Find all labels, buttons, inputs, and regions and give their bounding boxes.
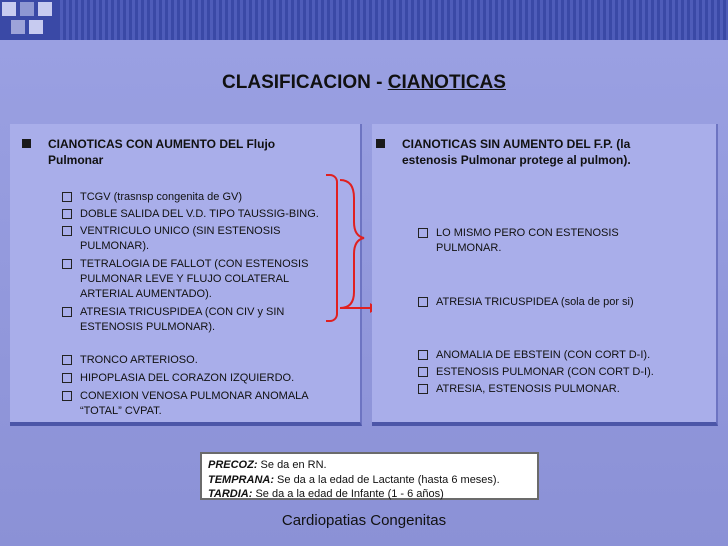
list-item: [80, 371, 294, 386]
box-bullet-icon: [62, 307, 72, 317]
slide-footer: Cardiopatias Congenitas: [281, 512, 447, 529]
left-header-line: Pulmonar: [48, 153, 104, 167]
onset-info-box: [200, 452, 539, 500]
tardia-label: TARDIA:: [208, 488, 253, 500]
left-header-line: CIANOTICAS CON AUMENTO DEL Flujo: [48, 137, 276, 151]
list-item: [80, 305, 284, 335]
list-item: [80, 353, 198, 368]
temprana-label: TEMPRANA:: [208, 473, 274, 486]
right-header: [402, 136, 631, 168]
box-bullet-icon: [418, 350, 428, 360]
list-item: [436, 348, 650, 363]
list-item-text: TRONCO ARTERIOSO.: [80, 354, 198, 366]
top-band: [0, 0, 728, 40]
box-bullet-icon: [418, 228, 428, 238]
right-panel: [372, 124, 718, 426]
box-bullet-icon: [418, 367, 428, 377]
precoz-line: [208, 458, 531, 473]
tardia-text: Se da a la edad de Infante (1 - 6 años): [252, 488, 444, 500]
list-item-text: TCGV (trasnsp congenita de GV): [80, 191, 243, 203]
temprana-text: Se da a la edad de Lactante (hasta 6 meses).: [274, 473, 500, 486]
box-bullet-icon: [418, 297, 428, 307]
list-item-text: ATRESIA TRICUSPIDEA (CON CIV y SIN: [80, 306, 285, 318]
list-item-text: ESTENOSIS PULMONAR).: [80, 321, 216, 333]
precoz-text: Se da en RN.: [257, 459, 327, 471]
curly-brace-shape: [340, 180, 364, 308]
title-highlight: CIANOTICAS: [387, 72, 506, 93]
mosaic-decoration: [0, 0, 60, 40]
list-item-text: DOBLE SALIDA DEL V.D. TIPO TAUSSIG-BING.: [80, 208, 319, 220]
tardia-line: [208, 487, 531, 502]
right-header-line: estenosis Pulmonar protege al pulmon).: [402, 153, 631, 167]
list-item-text: ANOMALIA DE EBSTEIN (CON CORT D-I).: [436, 349, 651, 361]
box-bullet-icon: [62, 355, 72, 365]
list-item: [436, 365, 654, 380]
stripe-decoration: [60, 0, 728, 40]
box-bullet-icon: [62, 226, 72, 236]
list-item: [80, 257, 308, 302]
list-item: [80, 207, 319, 222]
box-bullet-icon: [62, 259, 72, 269]
box-bullet-icon: [62, 373, 72, 383]
temprana-line: [208, 473, 531, 488]
list-item: [80, 389, 309, 419]
list-item-text: “TOTAL” CVPAT.: [80, 405, 162, 417]
list-item: [436, 382, 620, 397]
list-item: [80, 224, 280, 254]
list-item-text: LO MISMO PERO CON ESTENOSIS: [436, 227, 619, 239]
list-item-text: TETRALOGIA DE FALLOT (CON ESTENOSIS: [80, 258, 309, 270]
list-item-text: ESTENOSIS PULMONAR (CON CORT D-I).: [436, 366, 654, 378]
list-item-text: PULMONAR).: [80, 240, 150, 252]
precoz-label: PRECOZ:: [208, 459, 258, 471]
list-item: [80, 190, 242, 205]
list-item-text: HIPOPLASIA DEL CORAZON IZQUIERDO.: [80, 372, 295, 384]
list-item-text: PULMONAR LEVE Y FLUJO COLATERAL: [80, 273, 290, 285]
box-bullet-icon: [62, 192, 72, 202]
square-bullet-icon: [22, 139, 31, 148]
list-item-text: ATRESIA, ESTENOSIS PULMONAR.: [436, 383, 620, 395]
list-item-text: CONEXION VENOSA PULMONAR ANOMALA: [80, 390, 309, 402]
slide-title: [0, 72, 728, 94]
list-item: [436, 226, 619, 256]
title-prefix: CLASIFICACION -: [222, 72, 388, 93]
box-bullet-icon: [62, 209, 72, 219]
box-bullet-icon: [418, 384, 428, 394]
list-item-text: ATRESIA TRICUSPIDEA (sola de por si): [436, 296, 634, 308]
list-item: [436, 295, 634, 310]
box-bullet-icon: [62, 391, 72, 401]
list-item-text: ARTERIAL AUMENTADO).: [80, 288, 212, 300]
list-item-text: PULMONAR.: [436, 242, 502, 254]
list-item-text: VENTRICULO UNICO (SIN ESTENOSIS: [80, 225, 281, 237]
left-header: [48, 136, 275, 168]
right-header-line: CIANOTICAS SIN AUMENTO DEL F.P. (la: [402, 137, 631, 151]
square-bullet-icon: [376, 139, 385, 148]
